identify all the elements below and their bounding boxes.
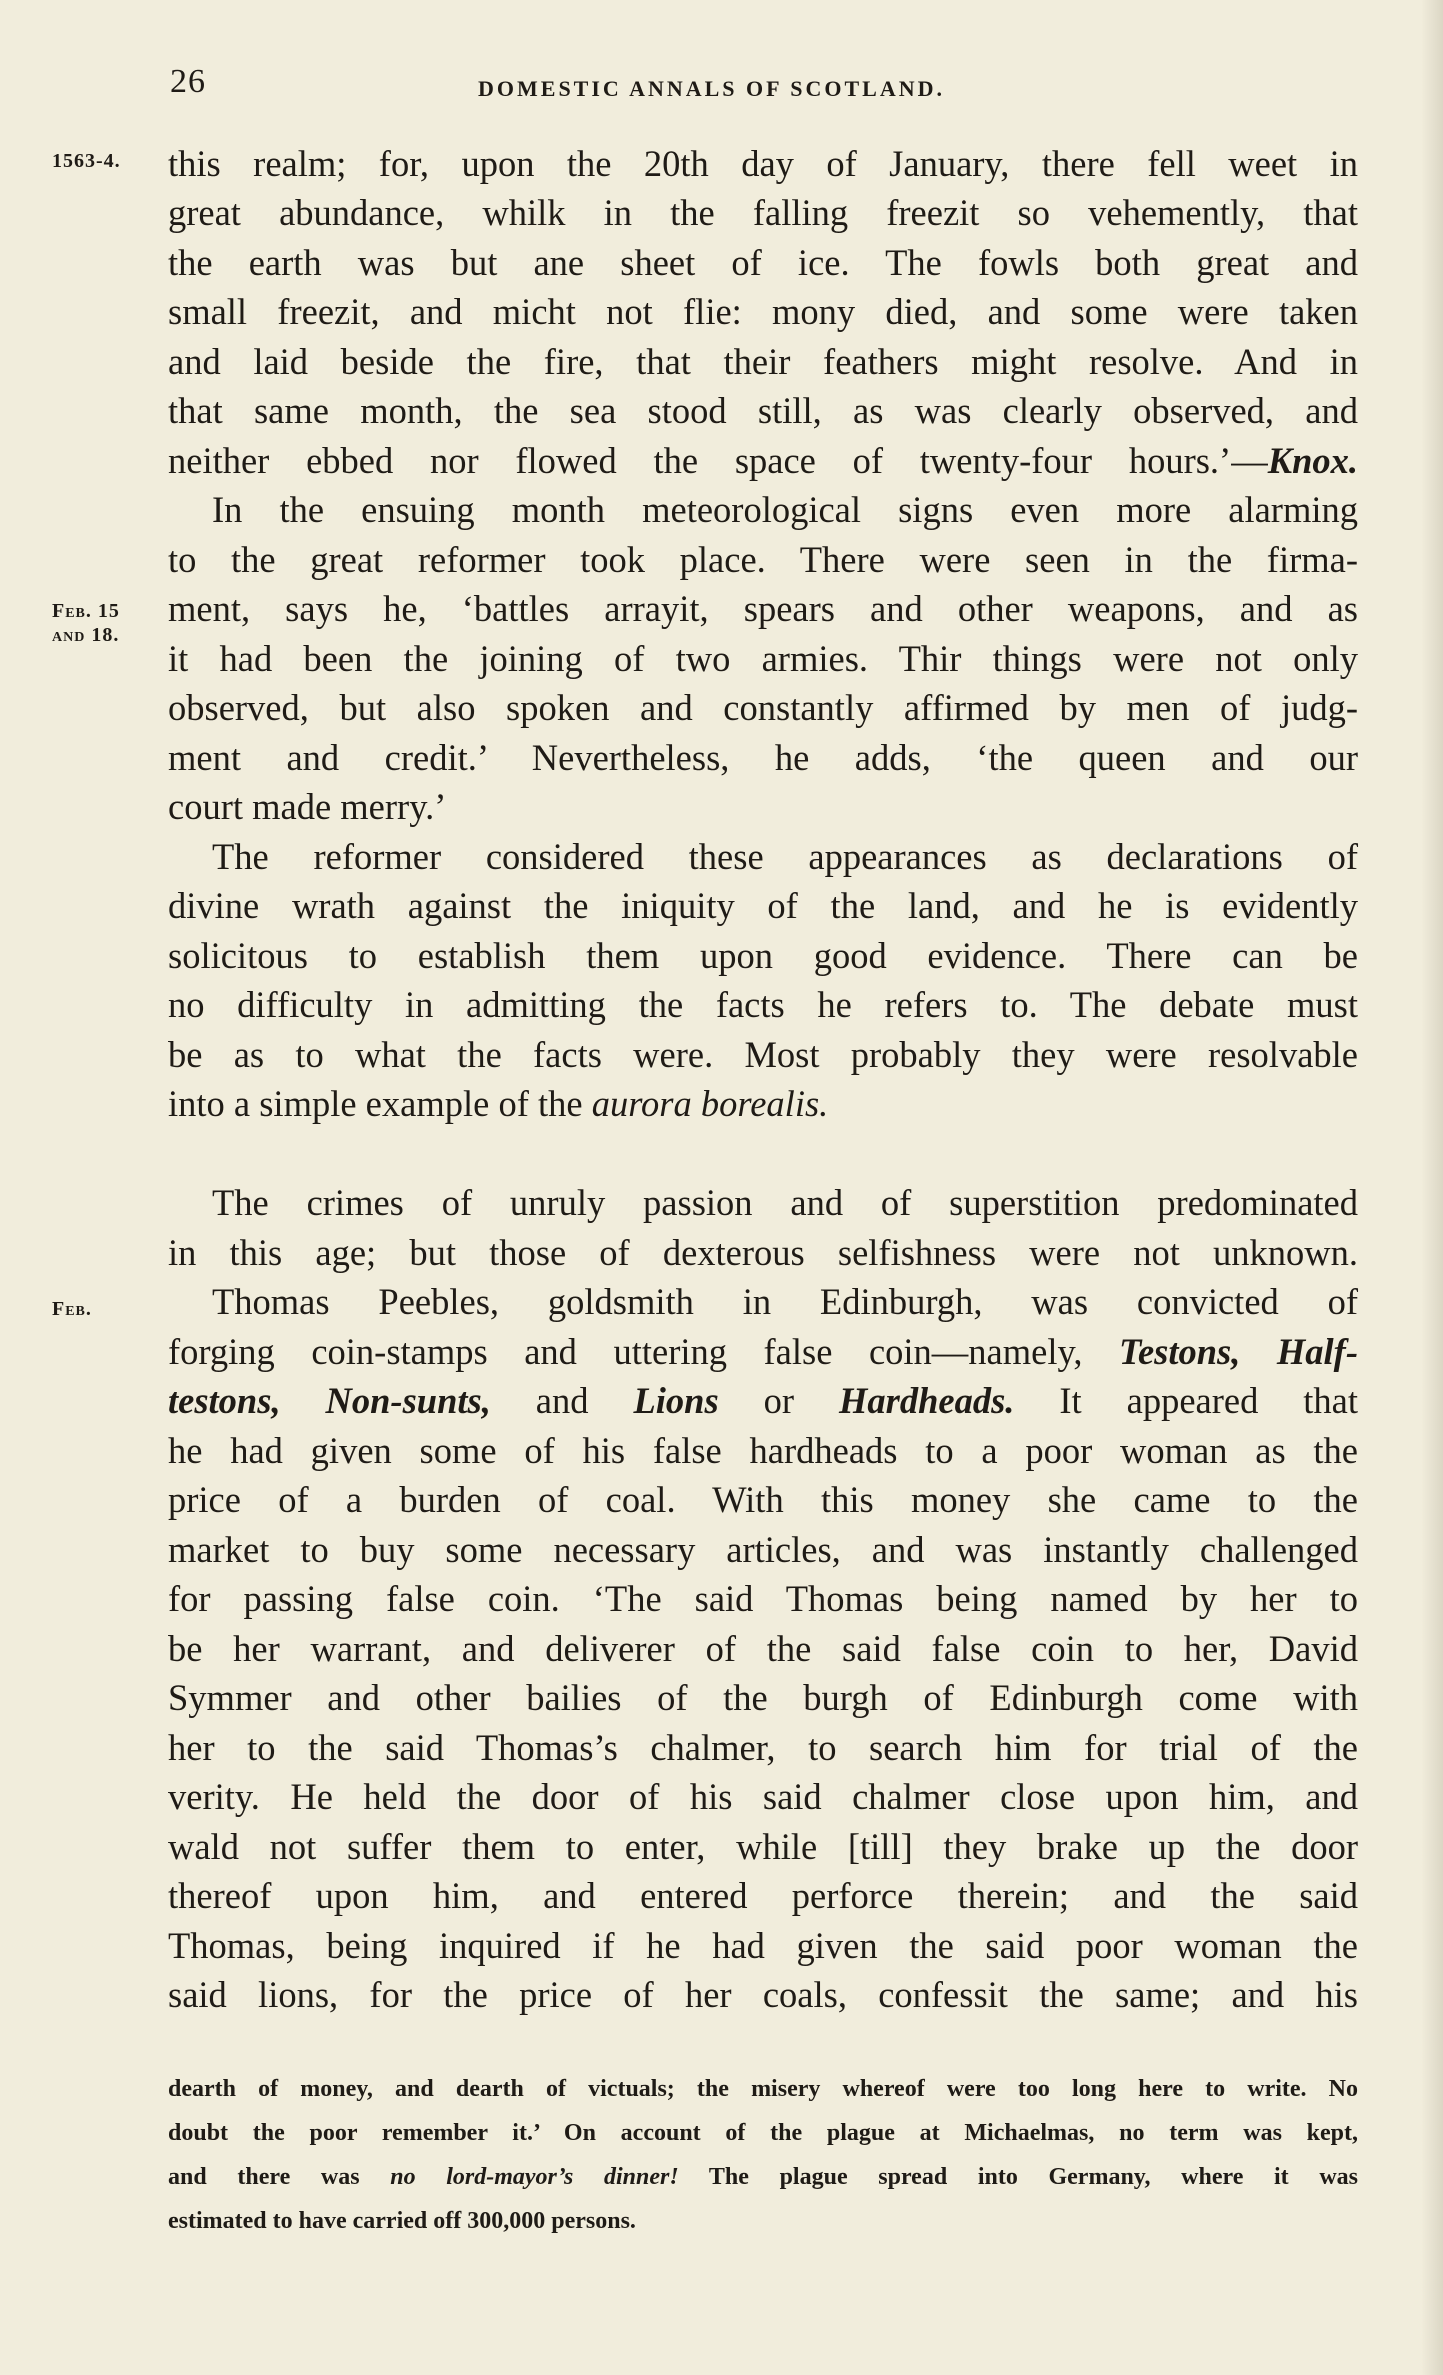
body-line: Symmer and other bailies of the burgh of Edinburgh come with	[168, 1677, 1358, 1718]
body-line: be her warrant, and deliverer of the said false coin to her, David	[168, 1628, 1358, 1669]
margin-note-feb-15: Feb. 15	[52, 600, 120, 622]
body-line: her to the said Thomas’s chalmer, to search him for trial of the	[168, 1727, 1358, 1768]
body-line: observed, but also spoken and constantly affirmed by men of judg-	[168, 687, 1358, 728]
body-line: to the great reformer took place. There were seen in the firma-	[168, 539, 1358, 580]
body-line: price of a burden of coal. With this money she came to the	[168, 1479, 1358, 1520]
body-line: be as to what the facts were. Most probably they were resolvable	[168, 1034, 1358, 1075]
italic-hardheads: Hardheads.	[838, 1380, 1015, 1421]
body-line: market to buy some necessary articles, and was instantly challenged	[168, 1529, 1358, 1570]
body-line: and laid beside the fire, that their feathers might resolve. And in	[168, 341, 1358, 382]
body-line: solicitous to establish them upon good evidence. There can be	[168, 935, 1358, 976]
footnote-text: and there was	[168, 2164, 391, 2190]
footnote-line-with-italic	[168, 2160, 1358, 2194]
body-line: for passing false coin. ‘The said Thomas being named by her to	[168, 1578, 1358, 1619]
citation-knox: Knox.	[1267, 440, 1358, 481]
body-line: verity. He held the door of his said chalmer close upon him, and	[168, 1776, 1358, 1817]
body-line: Thomas, being inquired if he had given the said poor woman the	[168, 1925, 1358, 1966]
italic-aurora-borealis: aurora borealis.	[591, 1083, 829, 1124]
body-text: It appeared that	[1014, 1380, 1359, 1421]
body-line: the earth was but ane sheet of ice. The fowls both great and	[168, 242, 1358, 283]
body-line-with-italic	[168, 1376, 1358, 1426]
margin-note-feb: Feb.	[52, 1298, 92, 1320]
body-line: The reformer considered these appearances as declarations of	[212, 836, 1358, 877]
margin-note-and-18: and 18.	[52, 624, 120, 646]
body-line: that same month, the sea stood still, as was clearly observed, and	[168, 390, 1358, 431]
italic-lord-mayor: no lord-mayor’s dinner!	[390, 2164, 679, 2190]
body-line: said lions, for the price of her coals, confessit the same; and his	[168, 1974, 1358, 2015]
body-line: he had given some of his false hardheads to a poor woman as the	[168, 1430, 1358, 1471]
footnote-line: dearth of money, and dearth of victuals; the misery whereof were too long here to write. No	[168, 2076, 1358, 2102]
footnote-line: estimated to have carried off 300,000 persons.	[168, 2208, 636, 2234]
body-line: ment, says he, ‘battles arrayit, spears and other weapons, and as	[168, 588, 1358, 629]
body-text: forging coin-stamps and uttering false coin—namely,	[168, 1331, 1119, 1372]
body-text: into a simple example of the	[168, 1083, 592, 1124]
footnote-text: The plague spread into Germany, where it was	[678, 2164, 1358, 2190]
body-line: this realm; for, upon the 20th day of January, there fell weet in	[168, 143, 1358, 184]
body-line-with-italic	[168, 1079, 1358, 1129]
body-line: court made merry.’	[168, 786, 447, 827]
body-line: divine wrath against the iniquity of the land, and he is evidently	[168, 885, 1358, 926]
body-text: and	[490, 1380, 634, 1421]
body-line: Thomas Peebles, goldsmith in Edinburgh, was convicted of	[212, 1281, 1358, 1322]
running-head: DOMESTIC ANNALS OF SCOTLAND.	[478, 76, 946, 101]
body-line: small freezit, and micht not flie: mony died, and some were taken	[168, 291, 1358, 332]
body-line-with-citation	[168, 436, 1358, 486]
body-line: it had been the joining of two armies. Thir things were not only	[168, 638, 1358, 679]
body-line: in this age; but those of dexterous selfishness were not unknown.	[168, 1232, 1358, 1273]
body-line: ment and credit.’ Nevertheless, he adds, ‘the queen and our	[168, 737, 1358, 778]
page-number: 26	[170, 63, 206, 100]
body-text: neither ebbed nor flowed the space of twenty-four hours.’—	[168, 440, 1268, 481]
body-line: wald not suffer them to enter, while [till] they brake up the door	[168, 1826, 1358, 1867]
body-line: In the ensuing month meteorological signs even more alarming	[212, 489, 1358, 530]
italic-coin-names: Testons, Half-	[1119, 1331, 1358, 1372]
body-line: no difficulty in admitting the facts he refers to. The debate must	[168, 984, 1358, 1025]
body-line-with-italic	[168, 1327, 1358, 1377]
italic-coin-names: testons, Non-sunts,	[168, 1380, 491, 1421]
page-edge-shadow	[1421, 0, 1443, 2375]
italic-lions: Lions	[633, 1380, 719, 1421]
body-line: thereof upon him, and entered perforce therein; and the said	[168, 1875, 1358, 1916]
margin-note-year: 1563-4.	[52, 150, 121, 172]
footnote-line: doubt the poor remember it.’ On account of the plague at Michaelmas, no term was kept,	[168, 2120, 1358, 2146]
body-line: great abundance, whilk in the falling freezit so vehemently, that	[168, 192, 1358, 233]
body-text: or	[718, 1380, 839, 1421]
body-line: The crimes of unruly passion and of superstition predominated	[212, 1182, 1358, 1223]
